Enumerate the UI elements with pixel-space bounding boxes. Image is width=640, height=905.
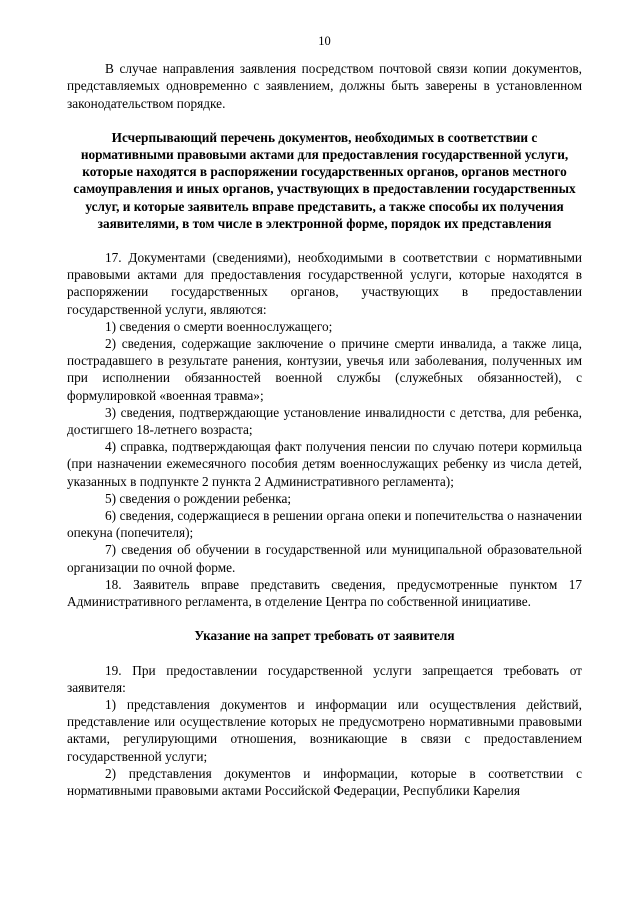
section-17-item-1: 1) сведения о смерти военнослужащего; — [105, 318, 333, 334]
heading-prohibition: Указание на запрет требовать от заявителя — [194, 628, 455, 644]
heading-document-list: Исчерпывающий перечень документов, необходимых в соответствии с нормативными правовыми актами для предоставления государственной услуги, которые находятся в распоряжении государственных органов, органов местного самоуправления и иных органов, участвующих в предоставлении государственных услуг, и которые заявитель вправе представить, а также способы их получения заявителями, в том числе в электронной форме, порядок их представления — [73, 129, 576, 231]
section-17-intro: 17. Документами (сведениями), необходимыми в соответствии с нормативными правовыми актами для предоставления государственной услуги, которые находятся в распоряжении государственных органов, участвующих в предоставлении государственной услуги, являются: — [67, 250, 582, 317]
section-17-item-3: 3) сведения, подтверждающие установление инвалидности с детства, для ребенка, достигшего 18-летнего возраста; — [67, 404, 582, 438]
section-19-item-2: 2) представления документов и информации, которые в соответствии с нормативными правовыми актами Российской Федерации, Республики Карелия — [67, 765, 582, 798]
section-17-item-7: 7) сведения об обучении в государственной или муниципальной образовательной организации по очной форме. — [67, 542, 582, 575]
intro-paragraph: В случае направления заявления посредством почтовой связи копии документов, представляемых одновременно с заявлением, должны быть заверены в установленном законодательством порядке. — [67, 61, 582, 111]
page-number: 10 — [318, 34, 331, 48]
section-18: 18. Заявитель вправе представить сведения, предусмотренные пунктом 17 Административного регламента, в отделение Центра по собственной инициативе. — [67, 576, 582, 610]
section-19-item-1: 1) представления документов и информации или осуществления действий, представление или осуществление которых не предусмотрено нормативными правовыми актами, регулирующими отношения, возникающие в связи с предоставлением государственной услуги; — [67, 696, 582, 764]
section-19-intro: 19. При предоставлении государственной услуги запрещается требовать от заявителя: — [67, 662, 582, 695]
section-17-item-2: 2) сведения, содержащие заключение о причине смерти инвалида, а также лица, пострадавшего в результате ранения, контузии, увечья или заболевания, полученных им при исполнении обязанностей военной службы (служебных обязанностей), с формулировкой «военная травма»; — [67, 336, 582, 403]
section-17-item-6: 6) сведения, содержащиеся в решении органа опеки и попечительства о назначении опекуна (попечителя); — [67, 508, 582, 541]
section-17-item-4: 4) справка, подтверждающая факт получения пенсии по случаю потери кормильца (при назначении ежемесячного пособия детям военнослужащих ребенку из числа детей, указанных в подпункте 2 пункта 2 Административного регламента); — [67, 439, 582, 489]
section-17-item-5: 5) сведения о рождении ребенка; — [105, 490, 292, 506]
